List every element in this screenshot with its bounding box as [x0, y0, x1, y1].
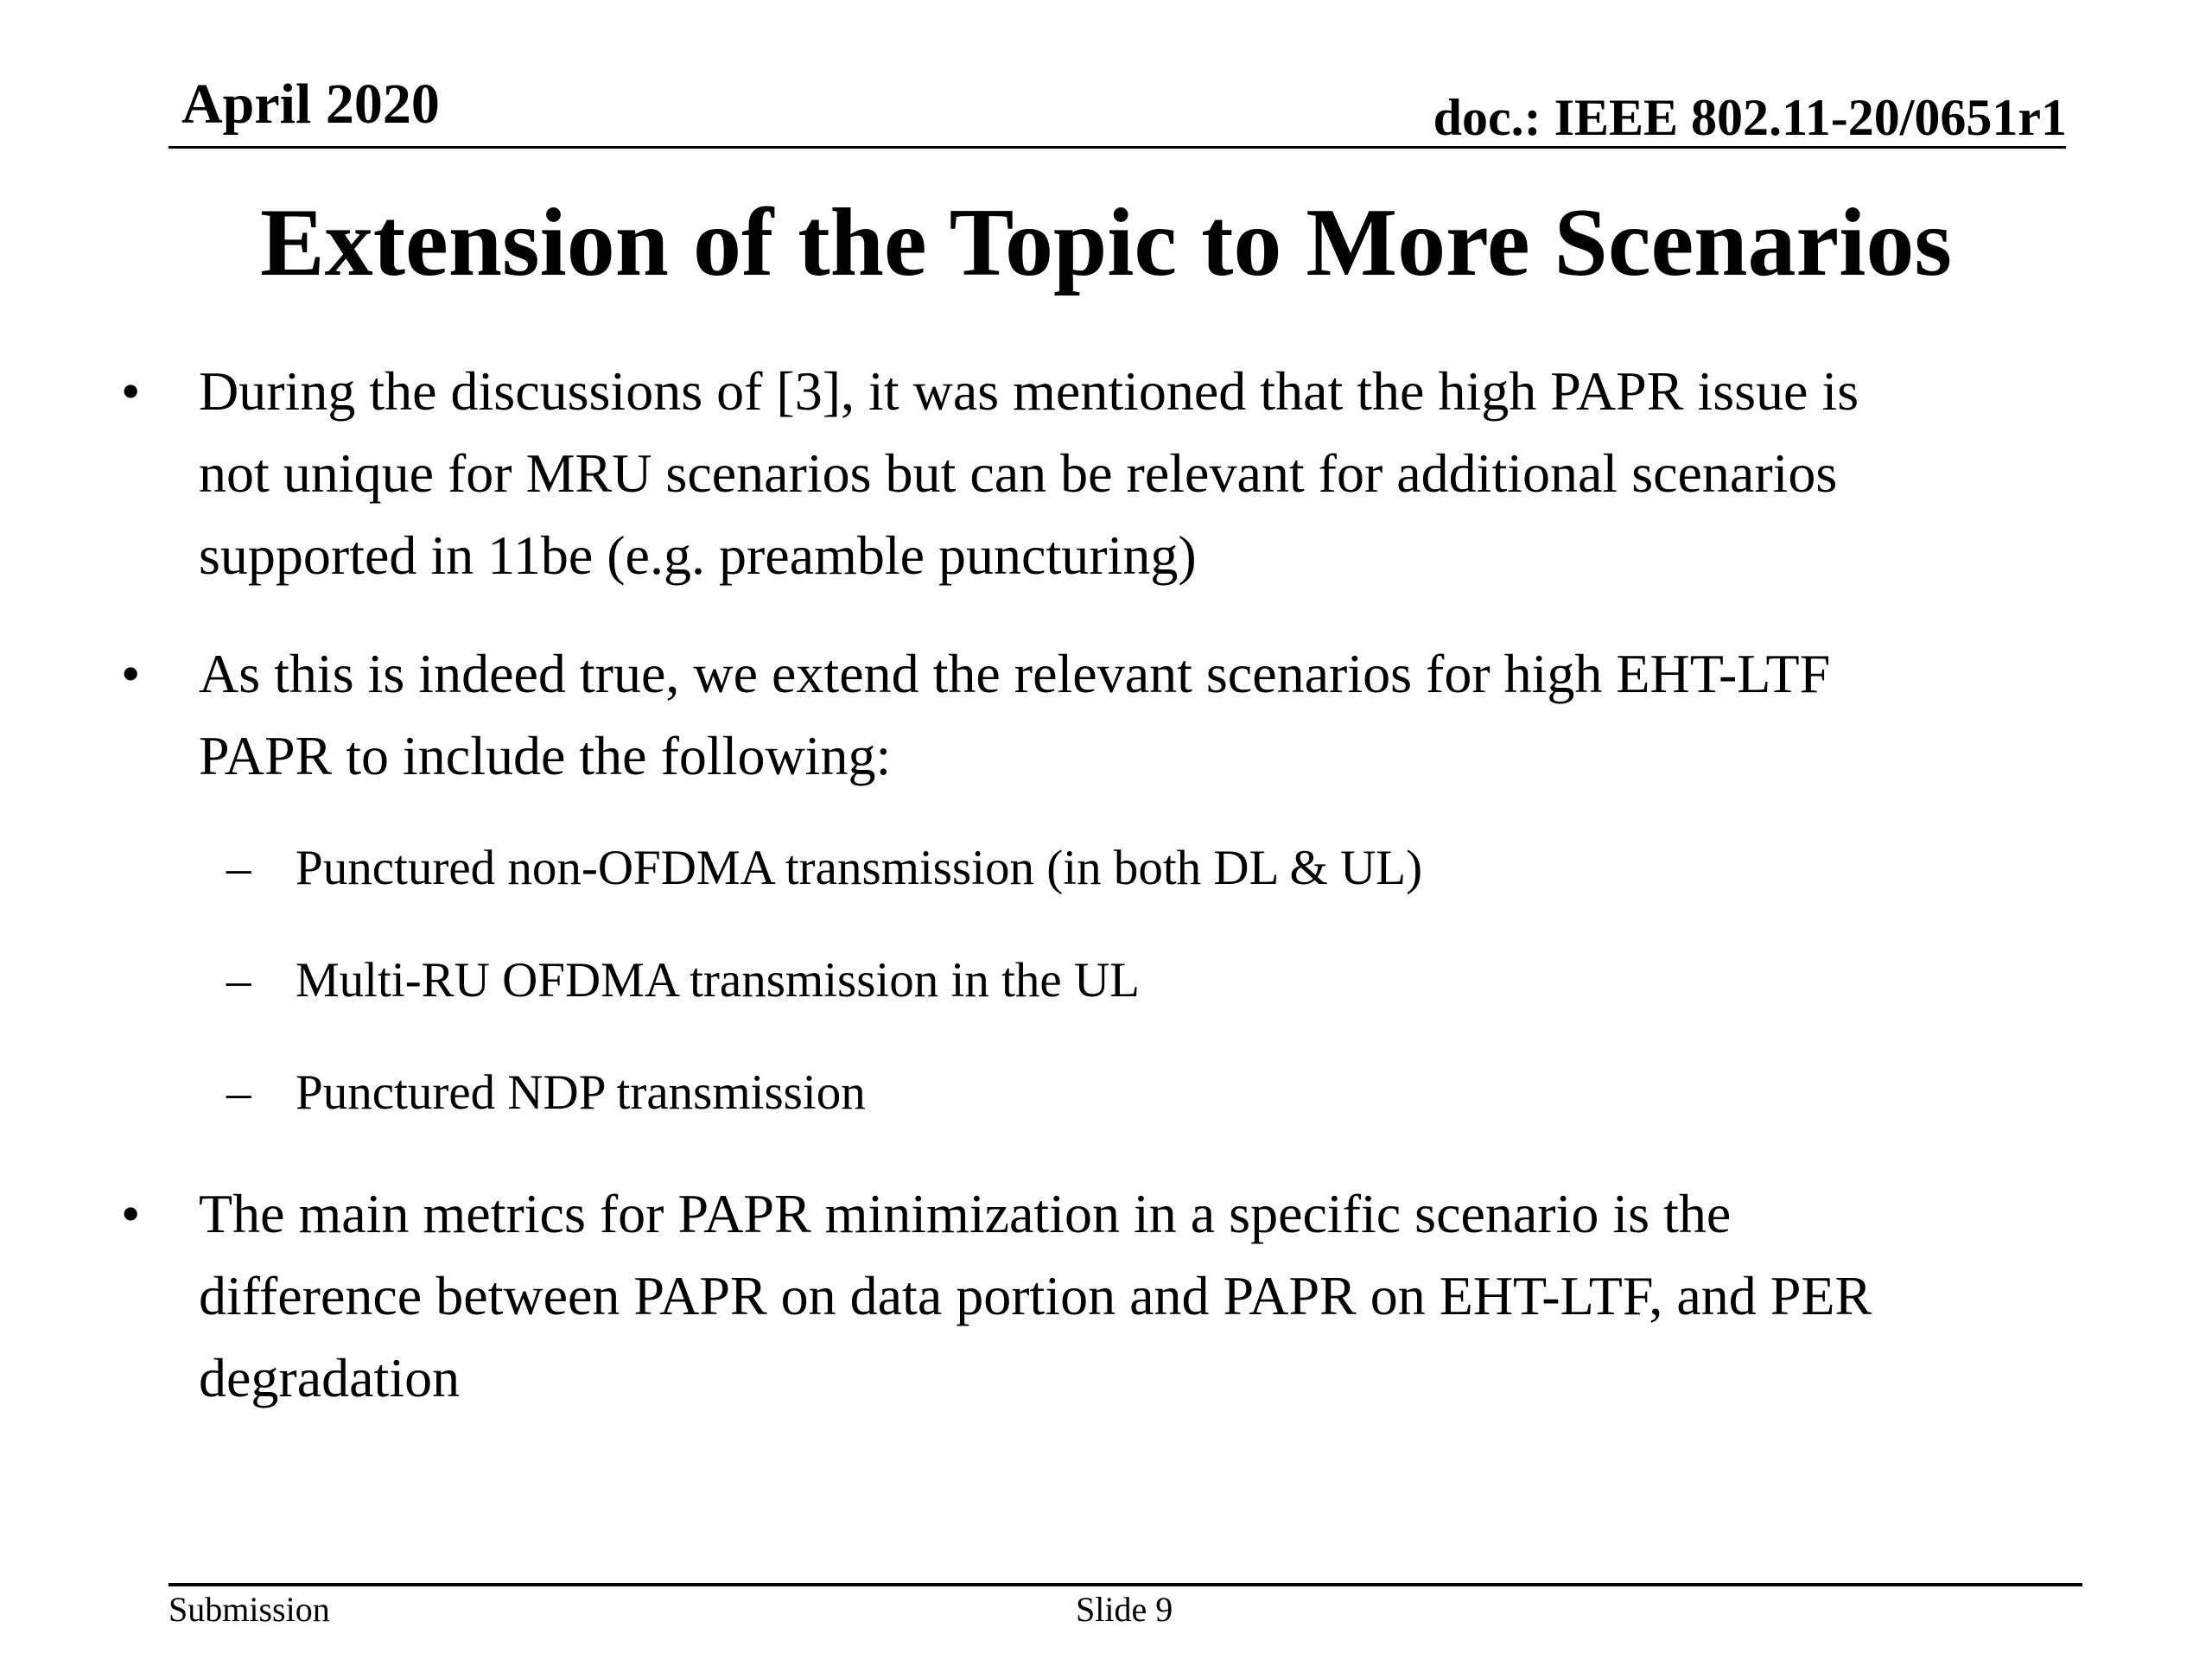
bullet-text — [199, 1173, 2212, 1419]
sub-bullet-mark: – — [226, 1065, 251, 1120]
bullet-mark: • — [121, 643, 141, 704]
bullet-mark: • — [121, 1183, 141, 1244]
sub-bullet-mark: – — [226, 953, 251, 1007]
bullet-line: During the discussions of [3], it was mentioned that the high PAPR issue is — [199, 360, 1859, 422]
footer-slide-number: Slide 9 — [1076, 1590, 1173, 1629]
bullet-text — [199, 632, 2212, 797]
sub-bullet-text: Punctured NDP transmission — [296, 1065, 866, 1120]
bullet-text — [199, 350, 2212, 596]
header-date: April 2020 — [181, 73, 440, 136]
bullet-line: PAPR to include the following: — [199, 725, 892, 786]
header-doc-id: doc.: IEEE 802.11-20/0651r1 — [1433, 89, 2067, 146]
footer-divider — [168, 1583, 2082, 1586]
sub-bullet-text: Multi-RU OFDMA transmission in the UL — [296, 953, 1140, 1007]
bullet-mark: • — [121, 360, 141, 422]
bullet-line: The main metrics for PAPR minimization in a specific scenario is the — [199, 1183, 1732, 1244]
header-divider — [168, 146, 2066, 149]
bullet-line: supported in 11be (e.g. preamble puncturing) — [199, 524, 1197, 586]
bullet-line: As this is indeed true, we extend the relevant scenarios for high EHT-LTF — [199, 643, 1831, 704]
bullet-line: difference between PAPR on data portion and PAPR on EHT-LTF, and PER — [199, 1265, 1872, 1326]
sub-bullet-text: Punctured non-OFDMA transmission (in both DL & UL) — [296, 841, 1423, 895]
footer-submission: Submission — [168, 1590, 330, 1629]
bullet-line: degradation — [199, 1347, 461, 1408]
slide-title: Extension of the Topic to More Scenarios — [260, 189, 1952, 296]
bullet-line: not unique for MRU scenarios but can be relevant for additional scenarios — [199, 442, 1838, 504]
sub-bullet-mark: – — [226, 841, 251, 895]
